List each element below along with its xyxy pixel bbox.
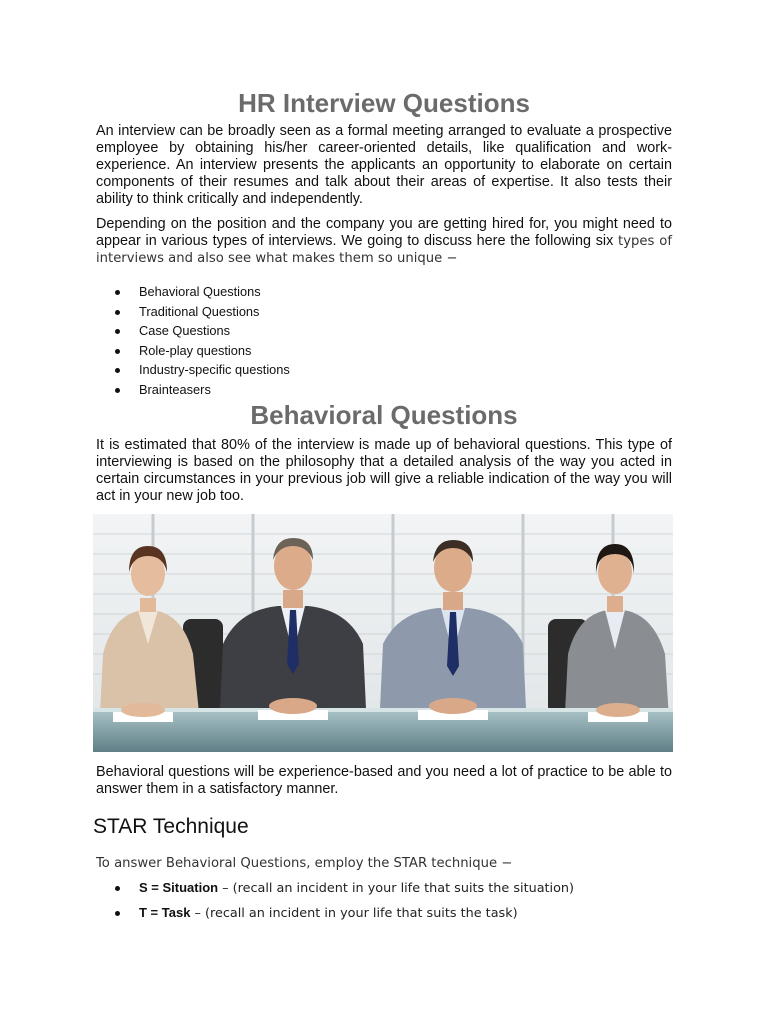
bullet-icon — [115, 911, 120, 916]
types-intro-text-cont: types of interviews and also see what makes them so unique − — [96, 234, 673, 266]
bullet-icon — [115, 886, 120, 891]
section-heading-behavioral: Behavioral Questions — [250, 400, 518, 430]
behavioral-paragraph: It is estimated that 80% of the interview is made up of behavioral questions. This type of interviewing is based on the philosophy that a detailed analysis of the way you acted in certain circumstances in your previous job will give a reliable indication of the way you will act in your new job too. — [96, 437, 672, 504]
list-item-label: Industry-specific questions — [139, 362, 290, 377]
list-item — [96, 341, 290, 361]
intro-paragraph: An interview can be broadly seen as a formal meeting arranged to evaluate a prospective employee by obtaining his/her career-oriented details, like qualification and work-experience. An interview presents the applicants an opportunity to elaborate on certain components of their resumes and talk about their areas of expertise. It also tests their ability to think critically and independently. — [96, 123, 672, 207]
star-term: S = Situation — [139, 880, 219, 895]
list-item — [96, 901, 574, 926]
bullet-icon — [115, 329, 120, 334]
behavioral-practice-paragraph: Behavioral questions will be experience-based and you need a lot of practice to be able to answer them in a satisfactory manner. — [96, 764, 672, 797]
star-desc: – (recall an incident in your life that suits the task) — [190, 906, 518, 921]
star-term: T = Task — [139, 905, 191, 920]
bullet-icon — [115, 290, 120, 295]
interview-types-list — [96, 282, 290, 399]
types-intro-paragraph — [96, 216, 672, 267]
types-intro-text: Depending on the position and the company you are getting hired for, you might need to appear in various types of interviews. We going to discuss here the following six — [96, 216, 672, 249]
star-intro-paragraph: To answer Behavioral Questions, employ the STAR technique − — [96, 856, 513, 871]
list-item — [96, 321, 290, 341]
list-item-label: Brainteasers — [139, 381, 211, 397]
section-heading-star: STAR Technique — [93, 815, 249, 838]
list-item — [96, 302, 290, 322]
bullet-icon — [115, 310, 120, 315]
list-item-label: Case Questions — [139, 323, 231, 338]
bullet-icon — [115, 388, 120, 393]
list-item — [96, 282, 290, 302]
bullet-icon — [115, 349, 120, 354]
page-title: HR Interview Questions — [238, 88, 530, 118]
list-item — [96, 876, 574, 901]
list-item-label: Role-play questions — [139, 342, 252, 358]
star-list — [96, 876, 574, 926]
star-desc: – (recall an incident in your life that suits the situation) — [218, 881, 575, 896]
bullet-icon — [115, 368, 120, 373]
list-item — [96, 360, 290, 380]
list-item-label: Behavioral Questions — [139, 284, 261, 299]
list-item-label: Traditional Questions — [139, 303, 260, 319]
list-item — [96, 380, 290, 400]
interview-panel-photo — [93, 514, 673, 752]
